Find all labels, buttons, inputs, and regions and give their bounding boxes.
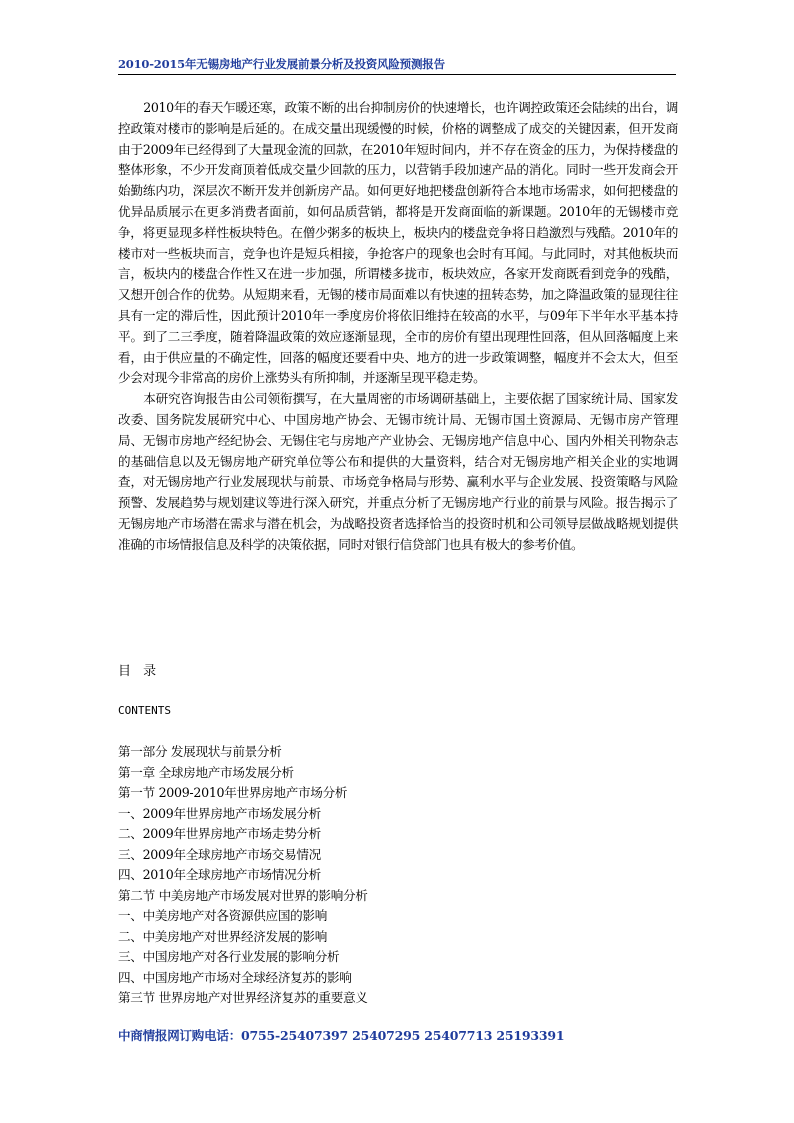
toc-item: 第三节 世界房地产对世界经济复苏的重要意义 <box>118 990 368 1005</box>
toc-item: 一、中美房地产对各资源供应国的影响 <box>118 908 327 923</box>
toc-list <box>118 742 368 1009</box>
toc-item: 三、中国房地产对各行业发展的影响分析 <box>118 949 340 964</box>
toc-item: 一、2009年世界房地产市场发展分析 <box>118 805 321 821</box>
toc-item: 第一章 全球房地产市场发展分析 <box>118 764 294 780</box>
report-body <box>118 98 678 556</box>
contents-label: CONTENTS <box>118 704 171 717</box>
report-title: 2010-2015年无锡房地产行业发展前景分析及投资风险预测报告 <box>118 57 445 71</box>
toc-item: 四、中国房地产市场对全球经济复苏的影响 <box>118 969 352 985</box>
toc-item: 第一节 2009-2010年世界房地产市场分析 <box>118 785 348 800</box>
toc-item: 四、2010年全球房地产市场情况分析 <box>118 867 321 882</box>
body-paragraph: 本研究咨询报告由公司领衔撰写，在大量周密的市场调研基础上，主要依据了国家统计局、国家发改委、国务院发展研究中心、中国房地产协会、无锡市统计局、无锡市国土资源局、无锡市房产管理局、无锡市房地产经纪协会、无锡住宅与房地产产业协会、无锡房地产信息中心、国内外相关刊物杂志的基础信息以及无锡房地产研究单位等公布和提供的大量资料，结合对无锡房地产相关企业的实地调查，对无锡房地产行业发展现状与前景、市场竞争格局与形势、赢利水平与企业发展、投资策略与风险预警、发展趋势与规划建议等进行深入研究，并重点分析了无锡房地产行业的前景与风险。报告揭示了无锡房地产市场潜在需求与潜在机会，为战略投资者选择恰当的投资时机和公司领导层做战略规划提供准确的市场情报信息及科学的决策依据，同时对银行信贷部门也具有极大的参考价值。 <box>118 391 678 552</box>
order-phone-footer: 中商情报网订购电话：0755-25407397 25407295 25407713 25193391 <box>118 1028 565 1043</box>
toc-item: 第一部分 发展现状与前景分析 <box>118 744 282 759</box>
page-header <box>118 56 676 75</box>
toc-heading: 目 录 <box>118 664 161 679</box>
toc-item: 二、2009年世界房地产市场走势分析 <box>118 826 321 841</box>
toc-item: 二、中美房地产对世界经济发展的影响 <box>118 928 327 944</box>
body-paragraph: 2010年的春天乍暖还寒，政策不断的出台抑制房价的快速增长，也许调控政策还会陆续的出台，调控政策对楼市的影响是后延的。在成交量出现缓慢的时候，价格的调整成了成交的关键因素，但开发商由于2009年已经得到了大量现金流的回款，在2010年短时间内，并不存在资金的压力，为保持楼盘的整体形象，不少开发商顶着低成交量少回款的压力，以营销手段加速产品的消化。同时一些开发商会开始勤练内功，深层次不断开发并创新房产品。如何更好地把楼盘创新符合本地市场需求，如何把楼盘的优异品质展示在更多消费者面前，如何品质营销，都将是开发商面临的新课题。2010年的无锡楼市竞争，将更显现多样性板块特色。在僧少粥多的板块上，板块内的楼盘竞争将日趋激烈与残酷。2010年的楼市对一些板块而言，竞争也许是短兵相接，争抢客户的现象也会时有耳闻。与此同时，对其他板块而言，板块内的楼盘合作性又在进一步加强，所谓楼多拢市，板块效应，各家开发商既看到竞争的残酷，又想开创合作的优势。从短期来看，无锡的楼市局面难以有快速的扭转态势，加之降温政策的显现往往具有一定的滞后性，因此预计2010年一季度房价将依旧维持在较高的水平，与09年下半年水平基本持平。到了二三季度，随着降温政策的效应逐渐显现，全市的房价有望出现理性回落，但从回落幅度上来看，由于供应量的不确定性，回落的幅度还要看中央、地方的进一步政策调整，幅度并不会太大，但至少会对现今非常高的房价上涨势头有所抑制，并逐渐呈现平稳走势。 <box>118 100 678 386</box>
toc-item: 三、2009年全球房地产市场交易情况 <box>118 846 321 862</box>
toc-item: 第二节 中美房地产市场发展对世界的影响分析 <box>118 887 368 903</box>
